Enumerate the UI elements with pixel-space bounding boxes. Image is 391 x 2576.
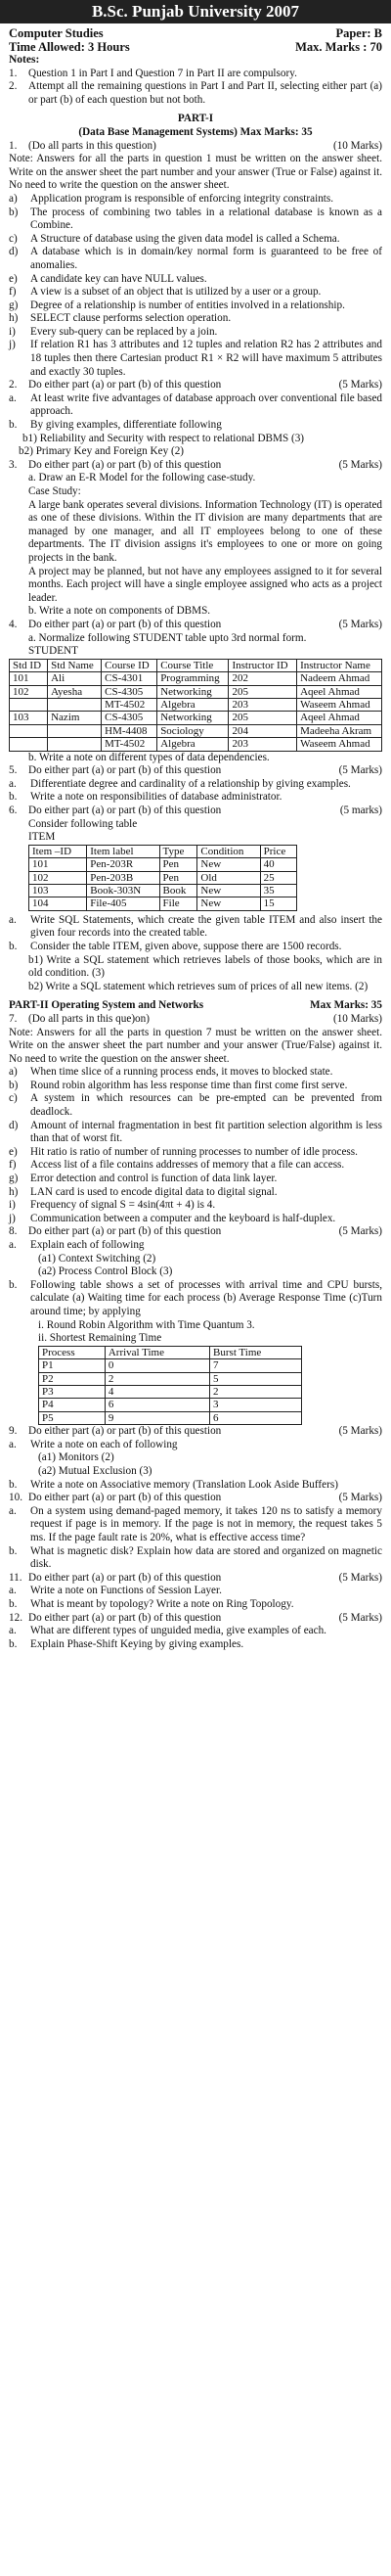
table-cell: Ali: [48, 672, 102, 685]
table-header-row: [29, 845, 297, 857]
table-cell: 9: [105, 1411, 209, 1424]
table-cell: P1: [39, 1359, 106, 1372]
tf-item-label: e): [9, 1145, 18, 1158]
table-cell: Madeeha Akram: [297, 724, 382, 737]
tf-item-label: a): [9, 1066, 18, 1079]
table-header-cell: Item –ID: [29, 845, 87, 857]
q3-heading: 3. Do either part (a) or part (b) of this question (5 Marks): [9, 458, 382, 471]
note-1: 1. Question 1 in Part I and Question 7 in Part II are compulsory.: [9, 67, 297, 79]
tf-item-text: Amount of internal fragmentation in best fit partition selection algorithm is less than that of worst fit.: [30, 1119, 382, 1145]
q3-a: a. Draw an E-R Model for the following case-study.: [28, 472, 256, 484]
table-header-cell: Price: [260, 845, 296, 857]
table-cell: 40: [260, 858, 296, 871]
table-row: [39, 1359, 302, 1372]
q4-a: a. Normalize following STUDENT table upto 3rd normal form.: [28, 631, 307, 644]
tf-item-label: h): [9, 312, 19, 325]
tf-item-label: j): [9, 339, 16, 351]
q4-b: b. Write a note on different types of data dependencies.: [28, 751, 270, 763]
table-cell: File: [159, 897, 197, 910]
table-cell: P3: [39, 1385, 106, 1398]
table-cell: Waseem Ahmad: [297, 698, 382, 711]
tf-item-text: If relation R1 has 3 attributes and 12 tuples and relation R2 has 2 attributes and 18 tuples then there Cartesian product R1 × R2 will have maximum 5 attributes and exactly 30 tuples.: [30, 339, 382, 378]
tf-item-text: Access list of a file contains addresses of memory that a file can access.: [30, 1159, 345, 1172]
tf-item-label: a): [9, 192, 18, 205]
table-header-cell: Condition: [197, 845, 260, 857]
table-row: [10, 672, 382, 685]
table-cell: 103: [10, 712, 48, 724]
tf-item: [9, 207, 382, 233]
table-cell: [48, 724, 102, 737]
notes-title: Notes:: [9, 54, 40, 66]
item-table: [28, 845, 297, 911]
tf-item-label: g): [9, 299, 19, 311]
table-header-row: [39, 1346, 302, 1358]
subject: Computer Studies: [9, 26, 104, 40]
q8-a1: (a1) Context Switching (2): [38, 1252, 156, 1265]
table-row: [39, 1385, 302, 1398]
table-cell: New: [197, 858, 260, 871]
table-cell: Pen: [159, 858, 197, 871]
q10-a: a. On a system using demand-paged memory, it takes 120 ns to satisfy a memory request if page is in memory. If the page is not in memory, the request takes 5 ms. If the page fault rate is 20%, what is effective access time?: [9, 1504, 382, 1543]
tf-item: [9, 1213, 382, 1226]
q2-b2: b2) Primary Key and Foreign Key (2): [19, 445, 185, 458]
part2-title: PART-II Operating System and Networks: [9, 999, 204, 1012]
table-row: [10, 724, 382, 737]
table-row: [29, 884, 297, 897]
tf-item: [9, 1173, 382, 1186]
q9-a: a. Write a note on each of following: [9, 1438, 178, 1450]
tf-item-label: c): [9, 232, 18, 245]
paper-content: [0, 23, 391, 1651]
q1-heading: 1. (Do all parts in this question) (10 Marks): [9, 139, 382, 152]
table-header-cell: Item label: [87, 845, 159, 857]
table-cell: CS-4301: [102, 672, 157, 685]
table-row: [29, 897, 297, 910]
tf-item: [9, 1159, 382, 1173]
note-2: 2. Attempt all the remaining questions in Part I and Part II, selecting either part (a) or part (b) of each question but not both.: [9, 80, 382, 106]
table-cell: 203: [229, 698, 297, 711]
tf-item-label: j): [9, 1212, 16, 1224]
table-cell: Pen: [159, 871, 197, 884]
part1-title: PART-I: [177, 113, 214, 125]
table-cell: 101: [10, 672, 48, 685]
q7-heading: 7. (Do all parts in this que)on) (10 Marks): [9, 1012, 382, 1025]
table-row: [10, 698, 382, 711]
q9-a2: (a2) Mutual Exclusion (3): [38, 1464, 152, 1477]
table-cell: [48, 698, 102, 711]
part1-subtitle: (Data Base Management Systems) Max Marks: 35: [78, 125, 313, 138]
max-marks: Max. Marks : 70: [295, 40, 382, 54]
tf-item: [9, 1066, 382, 1080]
table-cell: Old: [197, 871, 260, 884]
table-header-cell: Process: [39, 1346, 106, 1358]
table-cell: Waseem Ahmad: [297, 738, 382, 751]
tf-item: [9, 286, 382, 299]
q5-a: a. Differentiate degree and cardinality of a relationship by giving examples.: [9, 777, 351, 790]
q10-heading: 10. Do either part (a) or part (b) of this question (5 Marks): [9, 1492, 382, 1504]
q11-a: a. Write a note on Functions of Session Layer.: [9, 1585, 222, 1597]
q8-bi: i. Round Robin Algorithm with Time Quantum 3.: [38, 1318, 255, 1331]
q6-heading: 6. Do either part (a) or part (b) of this question (5 marks): [9, 804, 382, 816]
q1-note: Note: Answers for all the parts in question 1 must be written on the answer sheet. Write on the answer sheet the part number and your answer (True or False) against it. No need to write the question on the answer sheet.: [9, 153, 382, 192]
table-cell: 7: [210, 1359, 302, 1372]
table-cell: 103: [29, 884, 87, 897]
q8-a: a. Explain each of following: [9, 1239, 145, 1251]
tf-item-label: e): [9, 272, 18, 285]
process-table: [38, 1346, 302, 1425]
tf-item: [9, 1092, 382, 1119]
q10-b: b. What is magnetic disk? Explain how data are stored and organized on magnetic disk.: [9, 1544, 382, 1571]
table-cell: Nadeem Ahmad: [297, 672, 382, 685]
table-cell: MT-4502: [102, 698, 157, 711]
table-cell: MT-4502: [102, 738, 157, 751]
table-header-cell: Instructor ID: [229, 659, 297, 671]
q6-b2: b2) Write a SQL statement which retrieves sum of prices of all new items. (2): [28, 980, 369, 992]
table-cell: 5: [210, 1372, 302, 1385]
table-cell: Book: [159, 884, 197, 897]
q8-b: b. Following table shows a set of processes with arrival time and CPU bursts, calculate (a) Waiting time for each process (b) Average Response Time (c)Turn around time; by applying: [9, 1278, 382, 1317]
tf-item-label: b): [9, 206, 19, 218]
tf-item: [9, 193, 382, 207]
q6-b: b. Consider the table ITEM, given above, suppose there are 1500 records.: [9, 940, 342, 952]
tf-item: [9, 1120, 382, 1146]
table-cell: 204: [229, 724, 297, 737]
header-row-1: [9, 26, 382, 40]
tf-item-label: i): [9, 1199, 16, 1212]
tf-item-text: Hit ratio is ratio of number of running processes to number of idle process.: [30, 1145, 358, 1158]
table-cell: HM-4408: [102, 724, 157, 737]
q5-b: b. Write a note on responsibilities of database administrator.: [9, 791, 282, 804]
time-allowed: Time Allowed: 3 Hours: [9, 40, 130, 54]
tf-item-label: b): [9, 1079, 19, 1091]
paper-banner: B.Sc. Punjab University 2007: [0, 0, 391, 23]
case-study-title: Case Study:: [28, 485, 81, 497]
table-cell: CS-4305: [102, 712, 157, 724]
q5-heading: 5. Do either part (a) or part (b) of this question (5 Marks): [9, 764, 382, 777]
student-table-title: STUDENT: [28, 645, 78, 658]
q8-heading: 8. Do either part (a) or part (b) of this question (5 Marks): [9, 1225, 382, 1238]
table-cell: P2: [39, 1372, 106, 1385]
q1-items: [9, 193, 382, 379]
q7-note: Note: Answers for all the parts in question 7 must be written on the answer sheet. Write on the answer sheet the part number and your answer (True/False) against it. No need to write the question on the answer sheet.: [9, 1026, 382, 1065]
tf-item-text: Frequency of signal S = 4sin(4πt + 4) is 4.: [30, 1199, 216, 1212]
table-cell: File-405: [87, 897, 159, 910]
tf-item: [9, 1146, 382, 1160]
q9-b: b. Write a note on Associative memory (Translation Look Aside Buffers): [9, 1478, 338, 1491]
tf-item-label: i): [9, 325, 16, 338]
header-row-2: [9, 40, 382, 54]
q9-heading: 9. Do either part (a) or part (b) of this question (5 Marks): [9, 1425, 382, 1438]
tf-item-text: A database which is in domain/key normal form is guaranteed to be free of anomalies.: [30, 246, 382, 271]
q2-b: b. By giving examples, differentiate following: [9, 419, 222, 432]
table-header-cell: Std Name: [48, 659, 102, 671]
q11-heading: 11. Do either part (a) or part (b) of this question (5 Marks): [9, 1571, 382, 1584]
table-row: [39, 1372, 302, 1385]
tf-item: [9, 299, 382, 313]
table-row: [39, 1411, 302, 1424]
table-cell: 2: [105, 1372, 209, 1385]
tf-item: [9, 326, 382, 340]
tf-item-text: When time slice of a running process ends, it moves to blocked state.: [30, 1066, 333, 1079]
item-table-title: ITEM: [28, 831, 56, 844]
table-header-cell: Course Title: [157, 659, 229, 671]
table-cell: 205: [229, 685, 297, 698]
q2-b1: b1) Reliability and Security with respect to relational DBMS (3): [22, 432, 305, 444]
tf-item-label: f): [9, 286, 17, 299]
q7-items: [9, 1066, 382, 1225]
tf-item-text: Communication between a computer and the keyboard is half-duplex.: [30, 1212, 336, 1224]
table-header-cell: Instructor Name: [297, 659, 382, 671]
tf-item-label: f): [9, 1159, 17, 1172]
table-header-cell: Burst Time: [210, 1346, 302, 1358]
table-cell: Book-303N: [87, 884, 159, 897]
table-row: [10, 685, 382, 698]
table-header-cell: Type: [159, 845, 197, 857]
tf-item: [9, 1199, 382, 1213]
table-cell: Nazim: [48, 712, 102, 724]
tf-item-text: Every sub-query can be replaced by a join.: [30, 325, 218, 338]
q6-b1: b1) Write a SQL statement which retrieves labels of those books, which are in old condition. (3): [28, 953, 382, 980]
student-table: [9, 659, 382, 752]
q9-a1: (a1) Monitors (2): [38, 1451, 114, 1464]
table-cell: Programming: [157, 672, 229, 685]
case-study-p2: A project may be planned, but not have any employees assigned to it for several months. Each project will have a single employee assigned who acts as a project leader.: [28, 565, 382, 604]
paper-code: Paper: B: [335, 26, 382, 40]
table-row: [39, 1399, 302, 1411]
q8-a2: (a2) Process Control Block (3): [38, 1265, 173, 1278]
table-cell: Sociology: [157, 724, 229, 737]
tf-item-text: Round robin algorithm has less response time than first come first serve.: [30, 1079, 348, 1091]
table-cell: Networking: [157, 712, 229, 724]
q2-heading: 2. Do either part (a) or part (b) of this question (5 Marks): [9, 379, 382, 391]
q12-a: a. What are different types of unguided media, give examples of each.: [9, 1625, 326, 1637]
table-cell: Ayesha: [48, 685, 102, 698]
table-cell: 101: [29, 858, 87, 871]
tf-item-text: Error detection and control is function of data link layer.: [30, 1173, 278, 1185]
tf-item-label: c): [9, 1092, 18, 1105]
q3-b: b. Write a note on components of DBMS.: [28, 605, 211, 618]
tf-item-text: A candidate key can have NULL values.: [30, 272, 207, 285]
q4-heading: 4. Do either part (a) or part (b) of this question (5 Marks): [9, 618, 382, 630]
table-cell: Aqeel Ahmad: [297, 712, 382, 724]
tf-item: [9, 273, 382, 287]
tf-item: [9, 246, 382, 272]
table-cell: 102: [29, 871, 87, 884]
q8-bii: ii. Shortest Remaining Time: [38, 1332, 162, 1345]
table-cell: CS-4305: [102, 685, 157, 698]
tf-item-text: A Structure of database using the given data model is called a Schema.: [30, 232, 340, 245]
q6-intro: Consider following table: [28, 817, 138, 830]
tf-item-text: A system in which resources can be pre-empted can be prevented from deadlock.: [30, 1092, 382, 1119]
table-cell: [10, 724, 48, 737]
table-cell: Algebra: [157, 738, 229, 751]
table-cell: New: [197, 884, 260, 897]
table-cell: 15: [260, 897, 296, 910]
tf-item: [9, 1080, 382, 1093]
table-header-row: [10, 659, 382, 671]
table-cell: 0: [105, 1359, 209, 1372]
table-cell: Pen-203R: [87, 858, 159, 871]
q12-b: b. Explain Phase-Shift Keying by giving examples.: [9, 1637, 244, 1650]
table-cell: Aqeel Ahmad: [297, 685, 382, 698]
table-cell: 6: [105, 1399, 209, 1411]
table-header-cell: Course ID: [102, 659, 157, 671]
tf-item-label: d): [9, 246, 19, 258]
table-header-cell: Std ID: [10, 659, 48, 671]
table-cell: 102: [10, 685, 48, 698]
table-cell: 203: [229, 738, 297, 751]
table-cell: 3: [210, 1399, 302, 1411]
tf-item: [9, 233, 382, 247]
tf-item-text: Application program is responsible of enforcing integrity constraints.: [30, 192, 334, 205]
table-cell: P5: [39, 1411, 106, 1424]
table-row: [29, 858, 297, 871]
table-cell: [10, 698, 48, 711]
q12-heading: 12. Do either part (a) or part (b) of this question (5 Marks): [9, 1611, 382, 1624]
tf-item: [9, 1186, 382, 1200]
tf-item-text: LAN card is used to encode digital data to digital signal.: [30, 1185, 278, 1198]
tf-item-label: d): [9, 1119, 19, 1131]
tf-item: [9, 312, 382, 326]
table-cell: New: [197, 897, 260, 910]
tf-item-label: h): [9, 1185, 19, 1198]
table-cell: [10, 738, 48, 751]
table-cell: 202: [229, 672, 297, 685]
table-cell: Algebra: [157, 698, 229, 711]
tf-item-text: Degree of a relationship is number of entities involved in a relationship.: [30, 299, 345, 311]
part2-marks: Max Marks: 35: [310, 999, 382, 1012]
tf-item-text: The process of combining two tables in a relational database is known as a Combine.: [30, 206, 382, 232]
table-cell: Pen-203B: [87, 871, 159, 884]
table-cell: 4: [105, 1385, 209, 1398]
table-row: [10, 712, 382, 724]
case-study-p1: A large bank operates several divisions. Information Technology (IT) is operated as one of these divisions. Within the IT division are many departments that are managed by one manager, and all IT employees belong to one of these departments. The IT division assigns it's employees to one or more on going projects in the bank.: [28, 498, 382, 564]
table-row: [10, 738, 382, 751]
table-cell: P4: [39, 1399, 106, 1411]
tf-item: [9, 339, 382, 379]
tf-item-label: g): [9, 1173, 19, 1185]
table-cell: 25: [260, 871, 296, 884]
table-cell: 104: [29, 897, 87, 910]
q11-b: b. What is meant by topology? Write a note on Ring Topology.: [9, 1597, 294, 1610]
table-cell: [48, 738, 102, 751]
part2-title-row: [9, 999, 382, 1013]
table-header-cell: Arrival Time: [105, 1346, 209, 1358]
table-cell: 205: [229, 712, 297, 724]
q2-a: a. At least write five advantages of database approach over conventional file based approach.: [9, 391, 382, 418]
q3-body: [28, 472, 382, 619]
table-cell: 2: [210, 1385, 302, 1398]
table-row: [29, 871, 297, 884]
q6-a: a. Write SQL Statements, which create the given table ITEM and also insert the given four records into the created table.: [9, 913, 382, 940]
table-cell: Networking: [157, 685, 229, 698]
tf-item-text: A view is a subset of an object that is utilized by a user or a group.: [30, 286, 322, 299]
table-cell: 6: [210, 1411, 302, 1424]
table-cell: 35: [260, 884, 296, 897]
tf-item-text: SELECT clause performs selection operation.: [30, 312, 232, 325]
